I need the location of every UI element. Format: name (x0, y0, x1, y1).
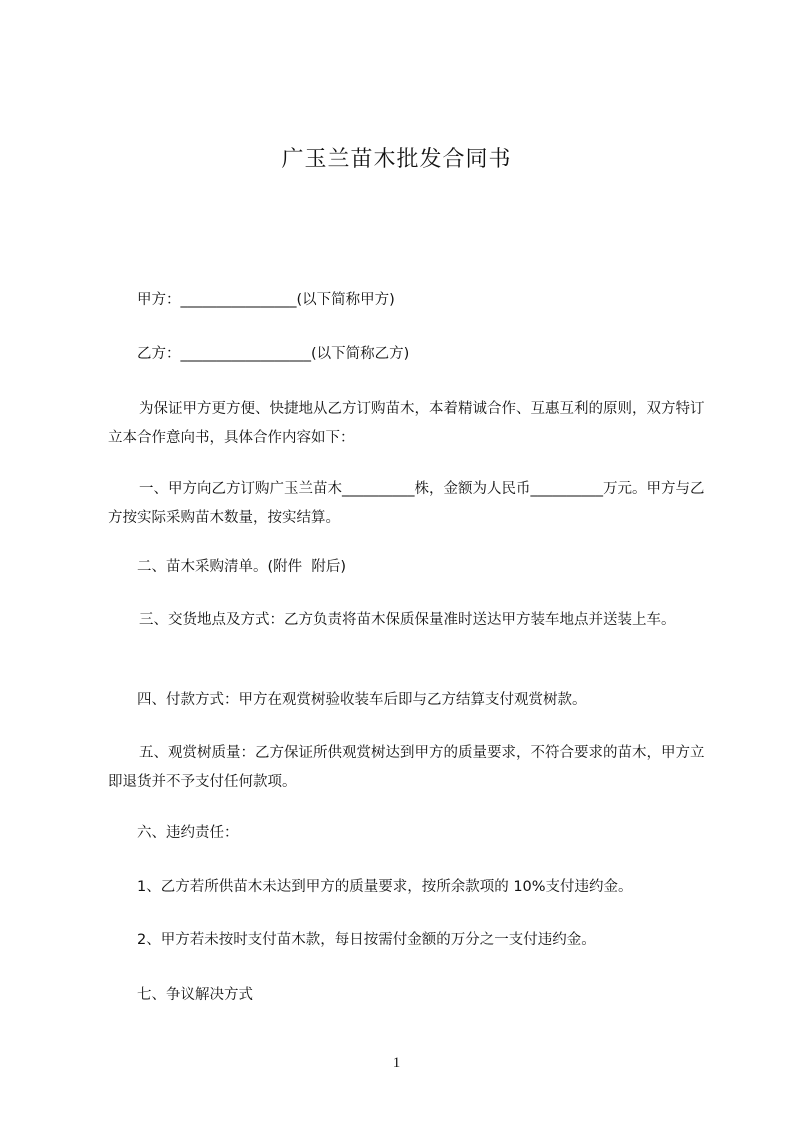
clause-4: 四、付款方式：甲方在观赏树验收装车后即与乙方结算支付观赏树款。 (137, 692, 587, 708)
party-b-line: 乙方：__________________(以下简称乙方) (137, 346, 410, 362)
party-a-line: 甲方：________________(以下简称甲方) (137, 292, 395, 308)
clause-6-item-2: 2、甲方若未按时支付苗木款，每日按需付金额的万分之一支付违约金。 (137, 932, 596, 948)
clause-2: 二、苗木采购清单。(附件 附后) (137, 559, 347, 575)
document-title: 广玉兰苗木批发合同书 (281, 147, 512, 172)
clause-5: 五、观赏树质量：乙方保证所供观赏树达到甲方的质量要求，不符合要求的苗木，甲方立即退货并不予支付任何款项。 (108, 745, 705, 790)
intro-paragraph: 为保证甲方更方便、快捷地从乙方订购苗木，本着精诚合作、互惠互利的原则，双方特订立本合作意向书，具体合作内容如下： (108, 401, 705, 446)
clause-6-item-1: 1、乙方若所供苗木未达到甲方的质量要求，按所余款项的 10%支付违约金。 (137, 879, 633, 895)
clause-7-heading: 七、争议解决方式 (137, 987, 253, 1003)
clause-1: 一、甲方向乙方订购广玉兰苗木__________株，金额为人民币__________万元。甲方与乙方按实际采购苗木数量，按实结算。 (108, 481, 705, 526)
clause-3: 三、交货地点及方式：乙方负责将苗木保质保量准时送达甲方装车地点并送装上车。 (139, 612, 676, 628)
page-number: 1 (392, 1055, 401, 1071)
clause-6-heading: 六、违约责任： (137, 825, 239, 841)
